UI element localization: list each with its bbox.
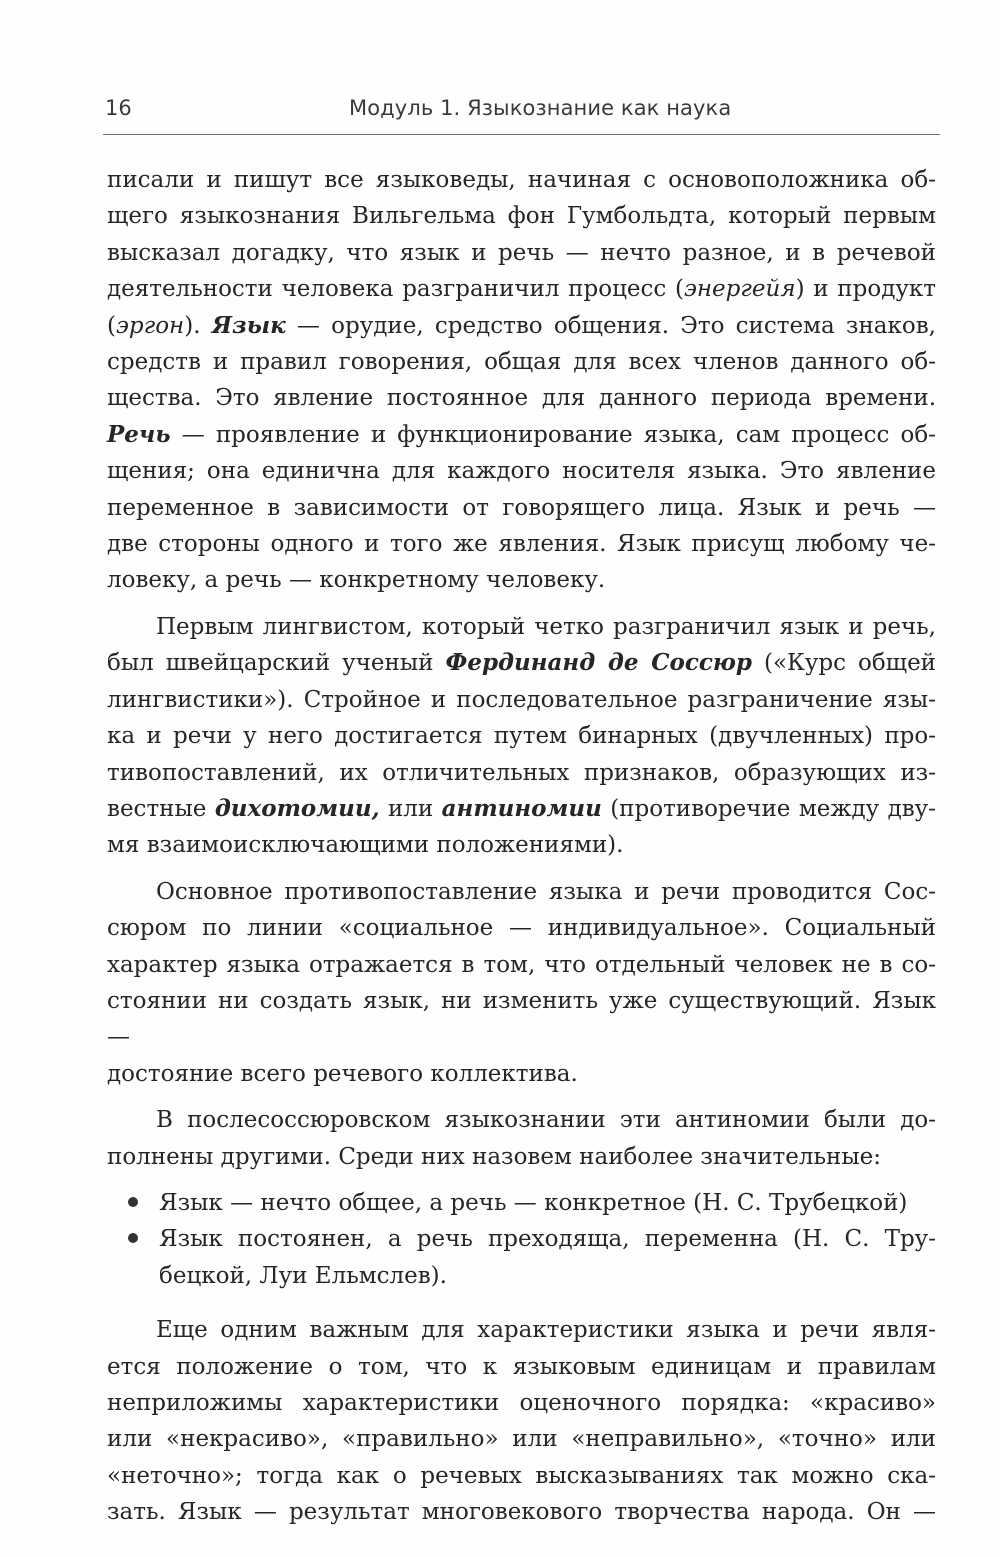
list-item-text: Язык — нечто общее, а речь — конкретное (Н. С. Трубецкой): [159, 1189, 908, 1216]
text-line: [107, 791, 936, 827]
paragraph-1: [107, 162, 936, 599]
term-dichotomies: дихотомии,: [214, 794, 380, 822]
text-line: мя взаимоисключающими положениями).: [107, 832, 624, 859]
term-saussure: Фердинанд де Соссюр: [445, 649, 752, 677]
text-line: Основное противопоставление языка и речи проводится Сос-: [156, 878, 936, 905]
text-line: [107, 271, 936, 307]
list-item-text: Язык постоянен, а речь преходяща, переменна (Н. С. Тру-: [159, 1226, 936, 1253]
list-item-text: бецкой, Луи Ельмслев).: [159, 1262, 447, 1289]
text-line: Первым лингвистом, который четко разграничил язык и речь,: [156, 613, 936, 640]
paragraph-4: [107, 1102, 936, 1175]
term-speech: Речь: [107, 420, 171, 448]
text-line: [107, 645, 936, 681]
text-line: неприложимы характеристики оценочного порядка: «красиво»: [107, 1390, 936, 1416]
bullet-list: [107, 1185, 936, 1294]
text-line: переменное в зависимости от говорящего лица. Язык и речь —: [107, 494, 936, 521]
term-antinomies: антиномии: [441, 794, 602, 822]
term-ergon: эргон: [115, 312, 185, 339]
list-item: [107, 1221, 936, 1294]
text-segment: (: [107, 312, 116, 339]
text-segment: был швейцарский ученый: [107, 650, 446, 677]
paragraph-3: [107, 874, 936, 1092]
paragraph-5: [107, 1312, 936, 1530]
paragraph-2: [107, 609, 936, 864]
text-line: ется положение о том, что к языковым единицам и правилам: [107, 1353, 936, 1380]
text-segment: (противоречие между дву-: [601, 795, 936, 822]
text-line: [107, 308, 936, 344]
running-header: [103, 94, 940, 135]
bullet-icon: [128, 1233, 138, 1243]
text-segment: деятельности человека разграничил процесс (: [107, 276, 684, 303]
text-line: средств и правил говорения, общая для всех членов данного об-: [107, 349, 936, 376]
text-line: «неточно»; тогда как о речевых высказываниях так можно ска-: [107, 1462, 936, 1489]
text-line: тивопоставлений, их отличительных признаков, образующих из-: [107, 759, 936, 786]
text-line: щения; она единична для каждого носителя языка. Это явление: [107, 458, 936, 485]
body-text: [107, 162, 936, 1531]
text-segment: — орудие, средство общения. Это система знаков,: [285, 312, 936, 339]
text-line: лингвистики»). Стройное и последовательное разграничение язы-: [107, 686, 936, 713]
text-segment: ).: [184, 312, 212, 339]
text-line: Еще одним важным для характеристики языка и речи явля-: [156, 1317, 936, 1344]
text-line: писали и пишут все языковеды, начиная с основоположника об-: [107, 167, 936, 193]
text-line: щества. Это явление постоянное для данного периода времени.: [107, 385, 936, 412]
text-line: достояние всего речевого коллектива.: [107, 1060, 578, 1087]
text-segment: («Курс общей: [752, 650, 937, 677]
term-language: Язык: [211, 311, 286, 339]
bullet-icon: [128, 1197, 138, 1207]
text-line: высказал догадку, что язык и речь — нечто разное, и в речевой: [107, 239, 936, 266]
text-line: характер языка отражается в том, что отдельный человек не в со-: [107, 951, 936, 978]
text-line: щего языкознания Вильгельма фон Гумбольдта, который первым: [107, 203, 936, 230]
text-line: ловеку, а речь — конкретному человеку.: [107, 567, 606, 594]
text-segment: или: [379, 795, 442, 822]
list-item: [107, 1185, 936, 1221]
text-line: сюром по линии «социальное — индивидуальное». Социальный: [107, 915, 936, 942]
text-segment: ) и продукт: [795, 276, 937, 303]
text-line: или «некрасиво», «правильно» или «неправильно», «точно» или: [107, 1426, 936, 1453]
text-segment: — проявление и функционирование языка, сам процесс об-: [170, 421, 936, 448]
text-line: В послесоссюровском языкознании эти антиномии были до-: [156, 1107, 936, 1134]
page-number: 16: [105, 96, 132, 120]
text-segment: вестные: [107, 795, 215, 822]
module-title: Модуль 1. Языкознание как наука: [349, 96, 732, 120]
text-line: ка и речи у него достигается путем бинарных (двучленных) про-: [107, 723, 936, 750]
text-line: зать. Язык — результат многовекового творчества народа. Он —: [107, 1499, 936, 1526]
term-energeia: энергейя: [683, 276, 796, 303]
text-line: стоянии ни создать язык, ни изменить уже существующий. Язык —: [107, 987, 936, 1051]
text-line: [107, 417, 936, 453]
text-line: полнены другими. Среди них назовем наиболее значительные:: [107, 1143, 881, 1170]
text-line: две стороны одного и того же явления. Язык присущ любому че-: [107, 531, 936, 558]
